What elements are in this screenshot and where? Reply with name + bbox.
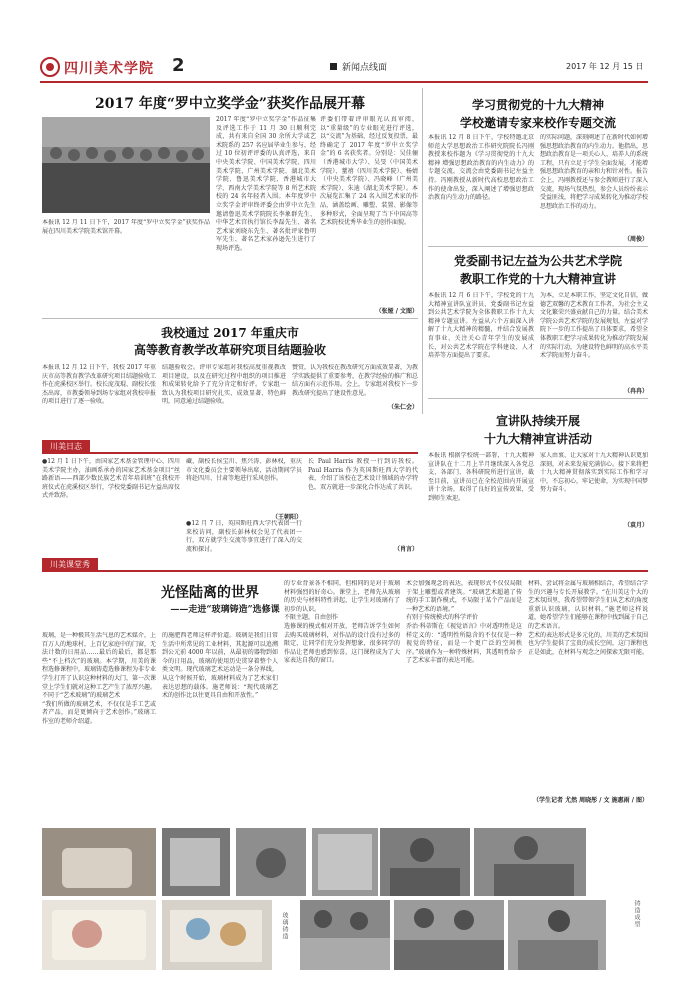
issue-date: 2017 年 12 月 15 日 — [566, 62, 644, 71]
column-divider — [422, 88, 423, 414]
xuanjiang-signature: （袁月） — [623, 522, 648, 529]
glass-photo-caption-right: 铸造成型 — [633, 900, 640, 928]
glass-photo-2 — [162, 828, 230, 896]
diary-signature-2: （肖言） — [393, 546, 418, 553]
zuoyi-signature: （冉冉） — [623, 388, 648, 395]
diary-item-1: ●12 月 1 日下午，由国家艺术基金管理中心、四川美术学院主办，油画系承办的国家艺术基金项目“丝路新语——西部少数民族艺术青年培训班”在我校开班仪式在虎溪校区举行，学校党委副书记左益出席仪式并致辞。 — [42, 458, 180, 500]
diary-item-3: ●12 月 7 日，英国斯旺西大学代表团一行来校访问，副校长彭林权会见了代表团一行，双方就学生交流等事宜进行了深入的交流和探讨。 — [186, 520, 302, 552]
headline-chongqing-line1: 我校通过 2017 年重庆市 — [161, 326, 299, 340]
section-marker-icon — [330, 63, 337, 70]
glass-photo-11 — [508, 900, 606, 970]
headline-xuanjiang-line2: 十九大精神宣讲活动 — [483, 432, 592, 446]
divider-zuoyi — [428, 398, 648, 399]
school-logo-icon — [40, 57, 60, 77]
study19-col2: 的实际问题，深刻阐述了在新时代如何增强思想政治教育的内生动力。他指出，思想政治教育是一项关心人、培养人的系统工程，只有立足于学生全面发展，才能增强思想政治教育的亲和力和针对性。报告会上，冯刚教授还与参会教师进行了深入交流，现场气氛热烈，参会人员纷纷表示受益匪浅，将把学习成果转化为推动学校思想政治工作的动力。 — [540, 134, 648, 210]
masthead-rule — [40, 81, 648, 83]
luozhongli-col2: 评委们带着评审眼光认真审阅，以“重量级”的专业眼光进行评选，以“交流”为基础，经过反复投票，最终确定了 2017 年度“罗中立奖学金”的 6 名获奖者。分别是：吴佳俪（香港城市大学）、吴旻（中国美术学院）、蕫禧（四川美术学院）、杨婧（中央美术学院）、冯晓峰（广州美术学院）、朱迪（湖北美术学院）。本次展览汇集了 24 名入围艺术家的作品，涵盖绘画、雕塑、装置、影像等多种形式，全面呈现了当下中国高等艺术院校优秀毕业生的创作面貌。 — [320, 116, 418, 227]
glass-photo-8 — [162, 900, 272, 970]
glass-photo-1 — [42, 828, 156, 896]
zuoyi-col1: 本报讯 12 月 6 日下午，学校党的十九大精神宣讲队宣讲员、党委副书记左益到公共艺术学院为全体教职工作十九大精神专题宣讲。左益从六个方面深入讲解了十九大精神的精髓，并结合发展教育事业、关注关心青年学生的发展成长，对公共艺术学院在学科建设、人才培养等方面提出了要求。 — [428, 292, 534, 360]
glass-signature: （学生记者 尤然 周晓彤 / 文 施惠雨 / 图） — [532, 797, 648, 804]
classroom-band: 川美课堂秀 — [42, 558, 98, 571]
masthead — [40, 55, 648, 79]
glass-photo-7 — [42, 900, 156, 970]
study19-col1: 本报讯 12 月 8 日下午，学校特邀北京师范大学思想政治工作研究院院长冯刚教授来校作题为《学习贯彻党的十九大精神 增强思想政治教育的内生动力》的专题交流，交流会由党委副书记左益主持。冯刚教授从新时代高校思想政治工作的使命出发，深入阐述了增强思想政治教育内生动力的路径。 — [428, 134, 534, 202]
headline-xuanjiang-line1: 宣讲队持续开展 — [495, 414, 580, 428]
section-title: 新闻点线面 — [342, 63, 388, 73]
luozhongli-photo-caption: 本报讯 12 月 11 日下午，2017 年度“罗中立奖学金”获奖作品展在四川美术学院美术馆开幕。 — [42, 219, 210, 235]
glass-photo-10 — [394, 900, 504, 970]
headline-zuoyi-line1: 党委副书记左益为公共艺术学院 — [453, 254, 622, 268]
glass-col2: 的施肥西老师这样评价道。玻璃是我们日常生活中所常见的工业材料，其起源可以追溯到公元前 4000 年以前，从最初的器物到如今的日用品，玻璃的使用历史贯穿着整个人类文明。现代玻璃艺术运动是一条分界线，从这个时候开始，玻璃材料成为了艺术家们表达思想的载体。施老师说：“现代玻璃艺术的创作比以往更具自由和开放性。” — [162, 632, 278, 700]
divider-study19 — [428, 246, 648, 247]
page-number: 2 — [172, 55, 185, 76]
headline-luozhongli: 2017 年度“罗中立奖学金”获奖作品展开幕 — [95, 96, 365, 112]
glass-photo-5 — [380, 828, 470, 896]
zuoyi-col2: 为本，立足本职工作，坚定文化自信，做德艺双馨的艺术教育工作者，为社会主义文化繁荣兴盛贡献自己的力量。结合美术学院公共艺术学院的发展规划，左益对学院下一步的工作提出了具体要求，希望全体教职工把学习成果转化为推动学院发展的实际行动，为建设特色鲜明的高水平美术学院而努力奋斗。 — [540, 292, 648, 360]
headline-study19-line1: 学习贯彻党的十九大精神 — [471, 98, 604, 112]
glass-col5: 材料，尝试将金属与玻璃相结合，希望结合学生的兴趣与专长开展教学。“在川美这个大的艺术氛围里，我希望带领学生们从艺术的角度重新认识玻璃，认识材料。”施老师这样说道，她希望学生们能够在课程中找到属于自己的艺术语言。 艺术的表达形式是多元化的，川美的艺术氛围也为学生提供了宝贵的成长空间，这门课程也正是如此，在材料与观念之间探索无限可能。 — [528, 580, 648, 656]
glass-photo-3 — [236, 828, 306, 896]
group-photo — [42, 117, 210, 213]
glass-photo-caption-left: 玻璃铸造 — [281, 912, 288, 940]
logo-text: 四川美术学院 — [64, 61, 154, 77]
luozhongli-signature: （张娅 / 文图） — [375, 308, 418, 315]
luozhongli-col1: 2017 年度“罗中立奖学金”作品征集及评选工作于 11 月 30 日顺利完成，共有来自全国 30 余所大学或艺术院系的 257 名应届毕业生参与，经过 10 位初评评委的认真评选，来自中央美术学院、中国美术学院、四川美术学院、广州美术学院、湖北美术学院、鲁迅美术学院、香港城市大学、西南大学美术学院等 8 所艺术院校的 24 名年轻者入围。本年度罗中立奖学金评审终评委会由罗中立先生邀请鲁迅美术学院院长李象群先生、中华艺术宫执行馆长李磊先生、著名艺术家刘晓东先生、著名批评家鲁明军先生、著名艺术家孙逊先生进行了现场评选。 — [216, 116, 316, 252]
classroom-rule — [42, 570, 648, 572]
diary-signature-1: （王朝阳） — [271, 514, 302, 521]
glass-col1: 玻璃，是一种极其生活气息的艺术媒介，上百万人的地球村，上百亿家庭中的门窗，无法计数的日用品……最后的最后，都是那些“不上档次”的玻璃。本学期，川美的课程选修课程中，玻璃铸造选修课程为非专业学生打开了认识这种材料的大门，第一次课堂上学生们就对这种工艺产生了浓厚兴趣。 不同于“艺术玻璃”的玻璃艺术 “我们所做的玻璃艺术，不仅仅是手工艺或者产品，而是更倾向于艺术创作。”玻璃工作室的老师介绍道。 — [42, 632, 156, 725]
glass-photo-6 — [474, 828, 586, 896]
chongqing-col2: 结题验收会。评审专家组对我校高度重视教改项目建设，以及在研究过程中组织的项目推进和成果转化给予了充分肯定和好评。专家组一致认为我校项目研究扎实、成效显著、特色鲜明，同意通过结题验收。 — [162, 364, 286, 406]
subheadline-glass: ——走进“玻璃铸造”选修课 — [170, 605, 280, 615]
divider-left-mid — [42, 318, 418, 319]
headline-study19-line2: 学校邀请专家来校作专题交流 — [459, 116, 616, 130]
headline-chongqing-line2: 高等教育教学改革研究项目结题验收 — [133, 343, 326, 357]
study19-signature: （周俊） — [623, 236, 648, 243]
glass-col4: 术会加强观念的表达，表现形式不仅仅局限于架上雕塑或者建筑。“玻璃艺术超越了传统的手工制作模式，不局限于某个产品而是一种艺术的语境。” 有别于传统模式的科学评价 乔治·科蒂斯在《视觉语言》中对透明性是这样定义的：“透明性所隐含的不仅仅是一种视觉的特征，而是一个更广泛的空间秩序。”玻璃作为一种特殊材料，其透明性给予了艺术家丰富的表达可能。 — [406, 580, 522, 665]
headline-glass: 光怪陆离的世界 — [161, 585, 259, 601]
chongqing-col1: 本报讯 12 月 12 日下午，我校 2017 年重庆市高等教育教学改革研究项目结题验收工作在虎溪校区举行。校长庞茂琨、副校长张杰出席，市教委领导到场专家组对我校申报的项目进行了逐一验收。 — [42, 364, 156, 406]
glass-photo-4 — [312, 828, 378, 896]
glass-col3: 的专业背景各不相同，但相同的是对于玻璃材料强烈的好奇心。课堂上，老师先从玻璃的历史与材料特性讲起，让学生对玻璃有了初步的认识。 不限主题，自由创作 选修课的模式相对开放，老师告诉学生如何去购买玻璃材料，对作品的设计没有过多的限定，让同学们充分发挥想象，很多同学的作品让老师也感到惊喜，这门课程成为了大家表达自我的窗口。 — [284, 580, 400, 665]
chongqing-col3: 赞赏，认为我校在教改研究方面成效显著，为教学实践提供了重要参考，在教学经验的推广和总结方面有示范作用。会上，专家组对我校下一步教改研究提出了建设性意见。 — [292, 364, 418, 397]
glass-photo-9 — [300, 900, 390, 970]
xuanjiang-col2: 家人由衷、让大家对十九大精神认识更加深刻，对未来发展充满信心。接下来将把十九大精神贯彻落实到实际工作和学习中，不忘初心，牢记使命，为实现中国梦努力奋斗。 — [540, 452, 648, 494]
diary-item-4: 长 Paul Harris 教授一行到访我校。Paul Harris 作为英国斯旺西大学的代表，介绍了该校在艺术设计领域的办学特色，双方就进一步深化合作达成了共识。 — [308, 458, 418, 491]
diary-band: 川美日志 — [42, 440, 90, 453]
diary-rule — [42, 452, 418, 454]
headline-zuoyi-line2: 教职工作党的十九大精神宣讲 — [459, 272, 616, 286]
chongqing-signature: （朱仁会） — [387, 404, 418, 411]
diary-item-2: 藏，副校长侯宝川、焦兴涛、彭林权，重庆市文化委员会主要领导出席，活动期间学员将赴四川、甘肃等地进行采风创作。 — [186, 458, 302, 483]
xuanjiang-col1: 本报讯 根据学校统一部署，十九大精神宣讲队在十二月上半月继续深入各党总支、各部门、各科研院所进行宣讲，截至目前，宣讲员已在全校范围内开展宣讲十余场，取得了良好的宣传效果，受到师生欢迎。 — [428, 452, 534, 502]
